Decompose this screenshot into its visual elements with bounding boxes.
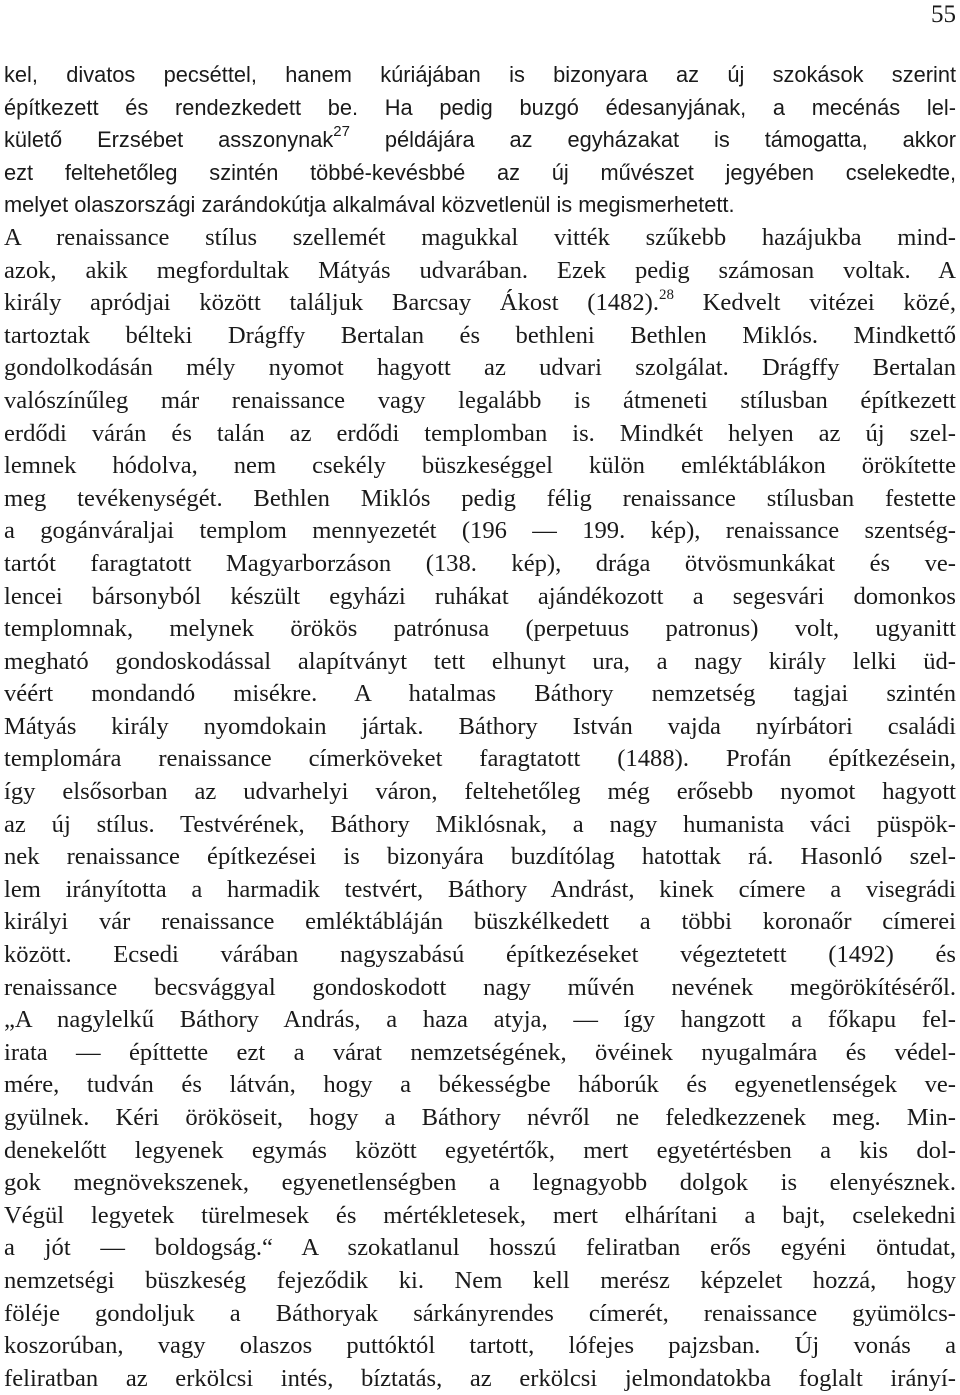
text-line <box>4 1298 956 1331</box>
line-text: templomnak, melynek örökös patrónusa (perpetuus patronus) volt, ugyanitt <box>4 615 956 643</box>
text-line <box>4 743 956 776</box>
line-text: nemzetségi büszkeség fejeződik ki. Nem kell merész képzelet hozzá, hogy <box>4 1266 956 1294</box>
text-line <box>4 906 956 939</box>
text-line <box>4 1363 956 1395</box>
line-text: erdődi várán és talán az erdődi templomban is. Mindkét helyen az új szel- <box>4 419 956 447</box>
line-text: „A nagylelkű Báthory András, a haza atyja, — így hangzott a főkapu fel- <box>4 1006 956 1034</box>
text-line <box>4 124 956 157</box>
text-line <box>4 222 956 255</box>
text-line <box>4 418 956 451</box>
line-text: így elsősorban az udvarhelyi váron, feltehetőleg még erősebb nyomot hagyott <box>4 778 956 806</box>
text-line <box>4 385 956 418</box>
text-line <box>4 515 956 548</box>
text-line <box>4 809 956 842</box>
text-line <box>4 92 956 125</box>
footnote-marker: 28 <box>658 286 674 303</box>
text-line <box>4 1069 956 1102</box>
line-text: meg tevékenységét. Bethlen Miklós pedig félig renaissance stílusban festette <box>4 484 956 512</box>
line-text: a gogánváraljai templom mennyezetét (196 — 199. kép), renaissance szentség- <box>4 517 956 545</box>
line-text: gok megnövekszenek, egyenetlenségben a legnagyobb dolgok is elenyésznek. <box>4 1169 956 1197</box>
line-text: lemnek hódolva, nem csekély büszkeséggel külön emléktáblákon örökítette <box>4 452 956 480</box>
line-text: Mátyás király nyomdokain jártak. Báthory István vajda nyírbátori családi <box>4 712 956 740</box>
line-text: templomára renaissance címerköveket faragtatott (1488). Profán építkezésein, <box>4 745 956 773</box>
line-text: mére, tudván és látván, hogy a békességbe háborúk és egyenetlenségek ve- <box>4 1071 956 1099</box>
line-text: Végül legyetek türelmesek és mértékletesek, mert elhárítani a bajt, cselekedni <box>4 1201 956 1229</box>
text-line <box>4 1004 956 1037</box>
line-text: azok, akik megfordultak Mátyás udvarában. Ezek pedig számosan voltak. A <box>4 256 956 284</box>
text-line <box>4 157 956 190</box>
text-line <box>4 939 956 972</box>
line-text: ezt feltehetőleg szintén többé-kevésbbé az új művészet jegyében cselekedte, <box>4 159 956 185</box>
line-text: király apródjai között találjuk Barcsay Ákost (1482). <box>4 289 659 317</box>
line-text: feliratban az erkölcsi intés, bíztatás, az erkölcsi jelmondatokba foglalt irányí- <box>4 1364 956 1392</box>
page-number: 55 <box>931 1 956 28</box>
line-text: A renaissance stílus szellemét magukkal vitték szűkebb hazájukba mind- <box>4 223 956 251</box>
line-text: denekelőtt legyenek egymás között egyetértők, mert egyetértésben a kis dol- <box>4 1136 956 1164</box>
text-line <box>4 613 956 646</box>
line-text: a jót — boldogság.“ A szokatlanul hosszú feliratban erős egyéni öntudat, <box>4 1234 956 1262</box>
text-line <box>4 1232 956 1265</box>
body-text <box>4 59 956 1395</box>
line-text: koszorúban, vagy olaszos puttóktól tartott, lófejes pajzsban. Új vonás a <box>4 1332 956 1360</box>
line-text: melyet olaszországi zarándokútja alkalmával közvetlenül is megismerhetett. <box>4 192 735 218</box>
footnote-marker: 27 <box>333 122 350 140</box>
text-line <box>4 450 956 483</box>
line-text: külető Erzsébet asszonynak <box>4 127 334 153</box>
text-line <box>4 972 956 1005</box>
text-line <box>4 1330 956 1363</box>
text-line <box>4 483 956 516</box>
text-line <box>4 776 956 809</box>
text-line <box>4 352 956 385</box>
text-line <box>4 841 956 874</box>
line-text: tartoztak bélteki Drágffy Bertalan és bethleni Bethlen Miklós. Mindkettő <box>4 321 956 349</box>
line-text: gyülnek. Kéri örököseit, hogy a Báthory névről ne feledkezzenek meg. Min- <box>4 1104 956 1131</box>
text-line <box>4 874 956 907</box>
line-text: tartót faragtatott Magyarborzáson (138. kép), drága ötvösmunkákat és ve- <box>4 549 956 577</box>
line-text-continued: Kedvelt vitézei közé, <box>673 289 956 317</box>
line-text: nek renaissance építkezései is bizonyára buzdítólag hatottak rá. Hasonló szel- <box>4 843 956 871</box>
text-line <box>4 59 956 92</box>
line-text: lencei bársonyból készült egyházi ruhákat ajándékozott a segesvári domonkos <box>4 582 956 610</box>
text-line <box>4 1037 956 1070</box>
text-line <box>4 711 956 744</box>
text-line <box>4 1167 956 1200</box>
text-line <box>4 1102 956 1135</box>
text-line <box>4 1265 956 1298</box>
text-line <box>4 581 956 614</box>
text-line <box>4 255 956 288</box>
text-line <box>4 1200 956 1233</box>
text-line <box>4 189 956 222</box>
line-text-continued: példájára az egyházakat is támogatta, akkor <box>349 127 956 153</box>
line-text: véért mondandó misékre. A hatalmas Báthory nemzetség tagjai szintén <box>4 680 956 708</box>
line-text: irata — építtette ezt a várat nemzetségének, övéinek nyugalmára és védel- <box>4 1038 956 1066</box>
text-line <box>4 320 956 353</box>
line-text: renaissance becsvággyal gondoskodott nagy művén nevének megörökítéséről. <box>4 973 956 1001</box>
text-line <box>4 287 956 320</box>
line-text: építkezett és rendezkedett be. Ha pedig buzgó édesanyjának, a mecénás lel- <box>4 94 956 120</box>
text-line <box>4 678 956 711</box>
line-text: lem irányította a harmadik testvért, Báthory Andrást, kinek címere a visegrádi <box>4 875 956 903</box>
line-text: gondolkodásán mély nyomot hagyott az udvari szolgálat. Drágffy Bertalan <box>4 354 956 382</box>
line-text: föléje gondoljuk a Báthoryak sárkányrendes címerét, renaissance gyümölcs- <box>4 1299 956 1327</box>
line-text: között. Ecsedi várában nagyszabású építkezéseket végeztetett (1492) és <box>4 941 956 969</box>
line-text: valószínűleg már renaissance vagy legalább is átmeneti stílusban építkezett <box>4 386 956 414</box>
text-line <box>4 1135 956 1168</box>
line-text: az új stílus. Testvérének, Báthory Miklósnak, a nagy humanista váci püspök- <box>4 810 956 838</box>
line-text: kel, divatos pecséttel, hanem kúriájában is bizonyara az új szokások szerint <box>4 62 956 87</box>
line-text: királyi vár renaissance emléktábláján büszkélkedett a többi koronaőr címerei <box>4 908 956 936</box>
text-line <box>4 548 956 581</box>
line-text: megható gondoskodással alapítványt tett elhunyt ura, a nagy király lelki üd- <box>4 647 956 675</box>
text-line <box>4 646 956 679</box>
